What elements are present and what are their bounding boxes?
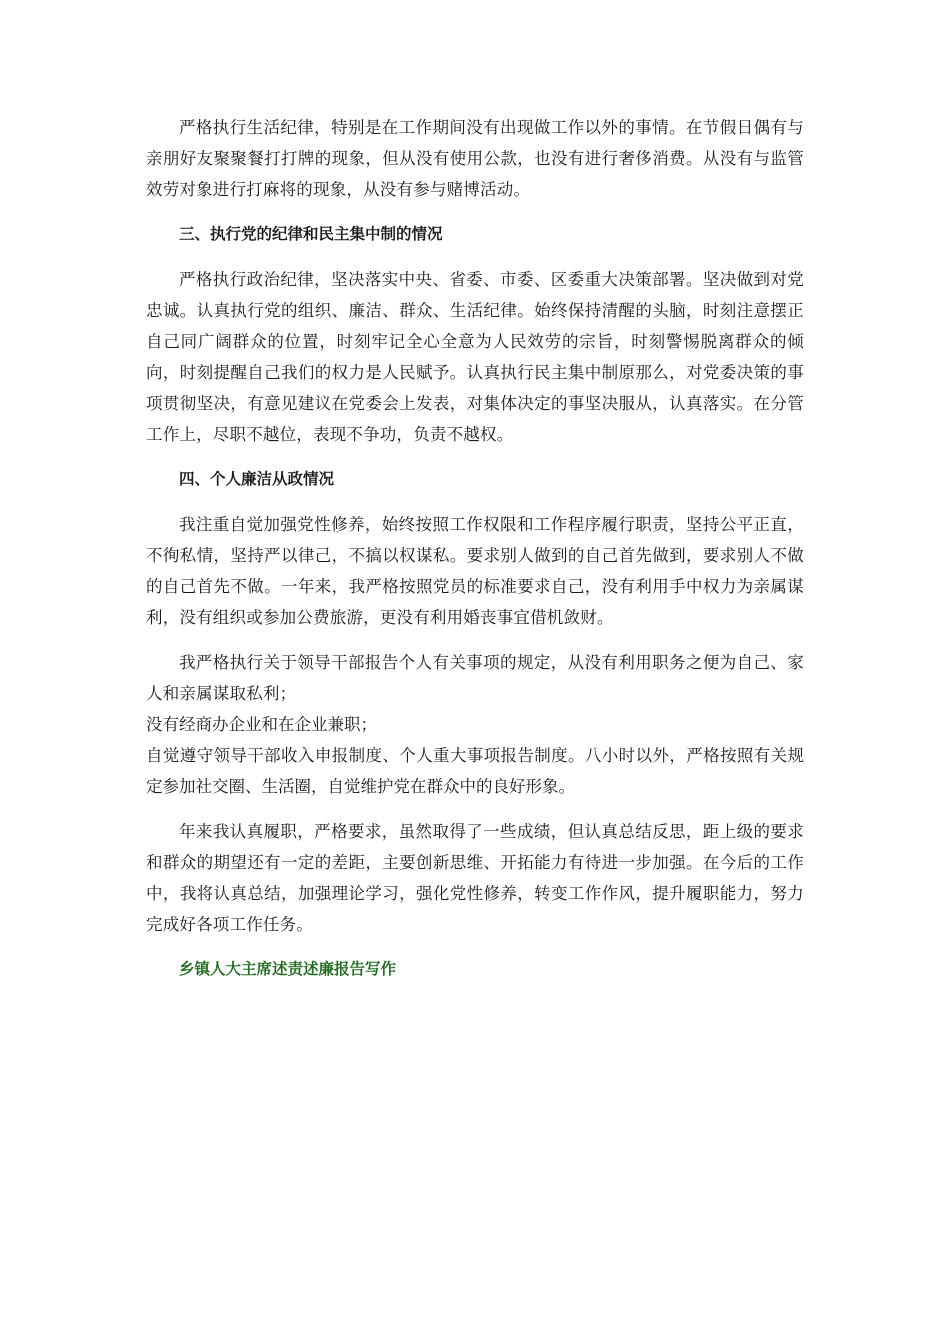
section-heading-three: 三、执行党的纪律和民主集中制的情况 [179, 225, 443, 243]
paragraph-party-discipline: 严格执行政治纪律，坚决落实中央、省委、市委、区委重大决策部署。坚决做到对党忠诚。认真执行党的组织、廉洁、群众、生活纪律。始终保持清醒的头脑，时刻注意摆正自己同广阔群众的位置，时刻牢记全心全意为人民效劳的宗旨，时刻警惕脱离群众的倾向，时刻提醒自己我们的权力是人民赋予。认真执行民主集中制原那么，对党委决策的事项贯彻坚决，有意见建议在党委会上发表，对集体决定的事坚决服从，认真落实。在分管工作上，尽职不越位，表现不争功，负责不越权。 [146, 270, 804, 444]
paragraph-summary: 年来我认真履职，严格要求，虽然取得了一些成绩，但认真总结反思，距上级的要求和群众的期望还有一定的差距，主要创新思维、开拓能力有待进一步加强。在今后的工作中，我将认真总结，加强理论学习，强化党性修养，转变工作作风，提升履职能力，努力完成好各项工作任务。 [146, 822, 804, 934]
document-body [146, 112, 804, 985]
report-line-2: 没有经商办企业和在企业兼职； [146, 715, 377, 734]
paragraph-personal-report [146, 647, 804, 802]
paragraph-integrity: 我注重自觉加强党性修养，始终按照工作权限和工作程序履行职责，坚持公平正直，不徇私情，坚持严以律己，不搞以权谋私。要求别人做到的自己首先做到，要求别人不做的自己首先不做。一年来，我严格按照党员的标准要求自己，没有利用手中权力为亲属谋利，没有组织或参加公费旅游，更没有利用婚丧事宜借机敛财。 [146, 515, 804, 627]
report-line-3: 自觉遵守领导干部收入申报制度、个人重大事项报告制度。八小时以外，严格按照有关规定参加社交圈、生活圈，自觉维护党在群众中的良好形象。 [146, 746, 804, 796]
related-article-link[interactable]: 乡镇人大主席述责述廉报告写作 [179, 960, 397, 978]
paragraph-life-discipline: 严格执行生活纪律，特别是在工作期间没有出现做工作以外的事情。在节假日偶有与亲朋好友聚聚餐打打牌的现象，但从没有使用公款，也没有进行奢侈消费。从没有与监管效劳对象进行打麻将的现象，从没有参与赌博活动。 [146, 118, 804, 199]
report-line-1: 我严格执行关于领导干部报告个人有关事项的规定，从没有利用职务之便为自己、家人和亲属谋取私利； [146, 653, 804, 703]
section-heading-four: 四、个人廉洁从政情况 [179, 470, 335, 488]
